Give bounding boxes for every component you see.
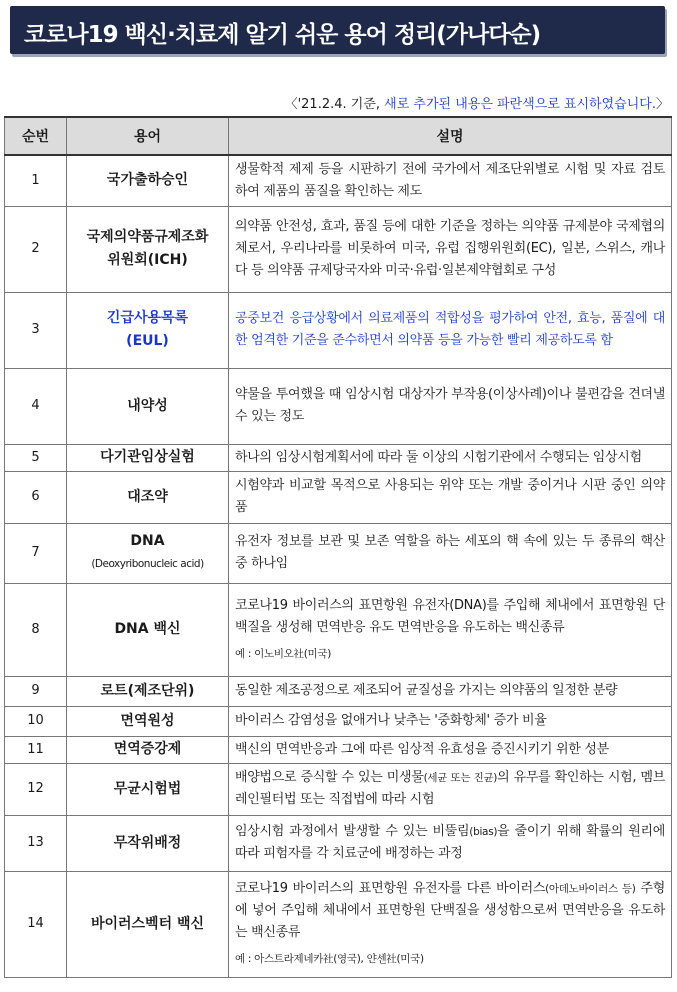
row-no: 13 xyxy=(5,815,67,871)
table-row xyxy=(5,676,672,706)
title-banner xyxy=(10,6,665,54)
table-row xyxy=(5,206,672,292)
row-term: 무작위배정 xyxy=(67,815,229,871)
row-term: 국가출하승인 xyxy=(67,155,229,206)
row-desc: 생물학적 제제 등을 시판하기 전에 국가에서 제조단위별로 시험 및 자료 검토하여 제품의 품질을 확인하는 제도 xyxy=(229,155,672,206)
table-row xyxy=(5,155,672,206)
desc-small: (세균 또는 진균) xyxy=(423,772,498,784)
row-desc: 동일한 제조공정으로 제조되어 균질성을 가지는 의약품의 일정한 분량 xyxy=(229,676,672,706)
row-desc xyxy=(229,763,672,815)
row-desc: 하나의 임상시험계획서에 따라 둘 이상의 시험기관에서 수행되는 임상시험 xyxy=(229,444,672,471)
row-no: 4 xyxy=(5,368,67,444)
row-term: 내약성 xyxy=(67,368,229,444)
row-no: 6 xyxy=(5,471,67,523)
row-desc: 바이러스 감염성을 없애거나 낮추는 '중화항체' 증가 비율 xyxy=(229,706,672,736)
note-highlight: 새로 추가된 내용은 파란색으로 표시하였습니다. xyxy=(384,97,656,112)
desc-part-b: 의 유무를 확인하는 시험, 멤브레인필터법 또는 직접법에 따라 시험 xyxy=(235,770,665,807)
row-no: 2 xyxy=(5,206,67,292)
desc-example: 예 : 이노비오社(미국) xyxy=(235,647,332,660)
desc-text: 코로나19 바이러스의 표면항원 유전자(DNA)를 주입해 체내에서 표면항원 단백질을 생성해 면역반응 유도 면역반응을 유도하는 백신종류 xyxy=(235,597,665,635)
revision-note xyxy=(285,93,669,112)
row-no: 9 xyxy=(5,676,67,706)
term-line-2: 위원회(ICH) xyxy=(107,252,188,268)
note-suffix: 〉 xyxy=(655,97,669,112)
table-row xyxy=(5,292,672,368)
desc-part-a: 임상시험 과정에서 발생할 수 있는 비뚤림 xyxy=(235,824,470,839)
row-desc: 약물을 투여했을 때 임상시험 대상자가 부작용(이상사례)이나 불편감을 견뎌낼 수 있는 정도 xyxy=(229,368,672,444)
table-row xyxy=(5,736,672,763)
table-header-row xyxy=(5,117,672,155)
row-term: 다기관임상실험 xyxy=(67,444,229,471)
row-desc: 유전자 정보를 보관 및 보존 역할을 하는 세포의 핵 속에 있는 두 종류의 핵산 중 하나임 xyxy=(229,523,672,583)
desc-part-a: 배양법으로 증식할 수 있는 미생물 xyxy=(235,770,424,785)
desc-small: (bias) xyxy=(469,826,498,838)
row-term xyxy=(67,292,229,368)
row-term: 면역증강제 xyxy=(67,736,229,763)
glossary-table xyxy=(4,116,672,978)
table-row xyxy=(5,471,672,523)
table-row xyxy=(5,583,672,676)
row-term: 면역원성 xyxy=(67,706,229,736)
term-line-1: DNA xyxy=(130,533,165,549)
row-no: 12 xyxy=(5,763,67,815)
row-term: 로트(제조단위) xyxy=(67,676,229,706)
row-term: DNA 백신 xyxy=(67,583,229,676)
row-no: 5 xyxy=(5,444,67,471)
term-line-1: 긴급사용목록 xyxy=(106,310,189,326)
table-row xyxy=(5,706,672,736)
note-prefix: 〈'21.2.4. 기준, xyxy=(284,97,385,112)
header-no: 순번 xyxy=(5,117,67,155)
row-term xyxy=(67,523,229,583)
row-term: 무균시험법 xyxy=(67,763,229,815)
table-row xyxy=(5,523,672,583)
header-term: 용어 xyxy=(67,117,229,155)
row-desc: 백신의 면역반응과 그에 따른 임상적 유효성을 증진시키기 위한 성분 xyxy=(229,736,672,763)
table-row xyxy=(5,871,672,977)
row-term: 대조약 xyxy=(67,471,229,523)
row-desc xyxy=(229,583,672,676)
row-desc: 시험약과 비교할 목적으로 사용되는 위약 또는 개발 중이거나 시판 중인 의약품 xyxy=(229,471,672,523)
row-no: 7 xyxy=(5,523,67,583)
row-no: 1 xyxy=(5,155,67,206)
table-row xyxy=(5,444,672,471)
term-line-2: (Deoxyribonucleic acid) xyxy=(91,558,204,570)
table-row xyxy=(5,763,672,815)
row-no: 11 xyxy=(5,736,67,763)
table-row xyxy=(5,815,672,871)
term-line-1: 국제의약품규제조화 xyxy=(86,229,209,245)
row-no: 8 xyxy=(5,583,67,676)
desc-part-b: 을 줄이기 위해 확률의 원리에 따라 피험자를 각 치료군에 배정하는 과정 xyxy=(235,824,665,861)
row-term: 바이러스벡터 백신 xyxy=(67,871,229,977)
row-no: 14 xyxy=(5,871,67,977)
desc-small: (아데노바이러스 등) xyxy=(545,883,636,895)
row-desc: 공중보건 응급상황에서 의료제품의 적합성을 평가하여 안전, 효능, 품질에 대한 엄격한 기준을 준수하면서 의약품 등을 가능한 빨리 제공하도록 함 xyxy=(229,292,672,368)
row-desc: 의약품 안전성, 효과, 품질 등에 대한 기준을 정하는 의약품 규제분야 국제협의체로서, 우리나라를 비롯하여 미국, 유럽 집행위원회(EC), 일본, 스위스, 캐나다 등 의약품 규제당국자와 미국·유럽·일본제약협회로 구성 xyxy=(229,206,672,292)
row-desc xyxy=(229,871,672,977)
row-no: 10 xyxy=(5,706,67,736)
header-desc: 설명 xyxy=(229,117,672,155)
term-line-2: (EUL) xyxy=(126,333,169,349)
table-row xyxy=(5,368,672,444)
row-no: 3 xyxy=(5,292,67,368)
page-title: 코로나19 백신·치료제 알기 쉬운 용어 정리(가나다순) xyxy=(24,22,541,48)
desc-part-a: 코로나19 바이러스의 표면항원 유전자를 다른 바이러스 xyxy=(235,881,546,896)
row-desc xyxy=(229,815,672,871)
desc-example: 예 : 아스트라제네카社(영국), 얀센社(미국) xyxy=(235,953,424,965)
row-term xyxy=(67,206,229,292)
desc-part-b: 주형에 넣어 주입해 체내에서 표면항원 단백질을 생성함으로써 면역반응을 유도하는 백신종류 xyxy=(235,881,666,940)
